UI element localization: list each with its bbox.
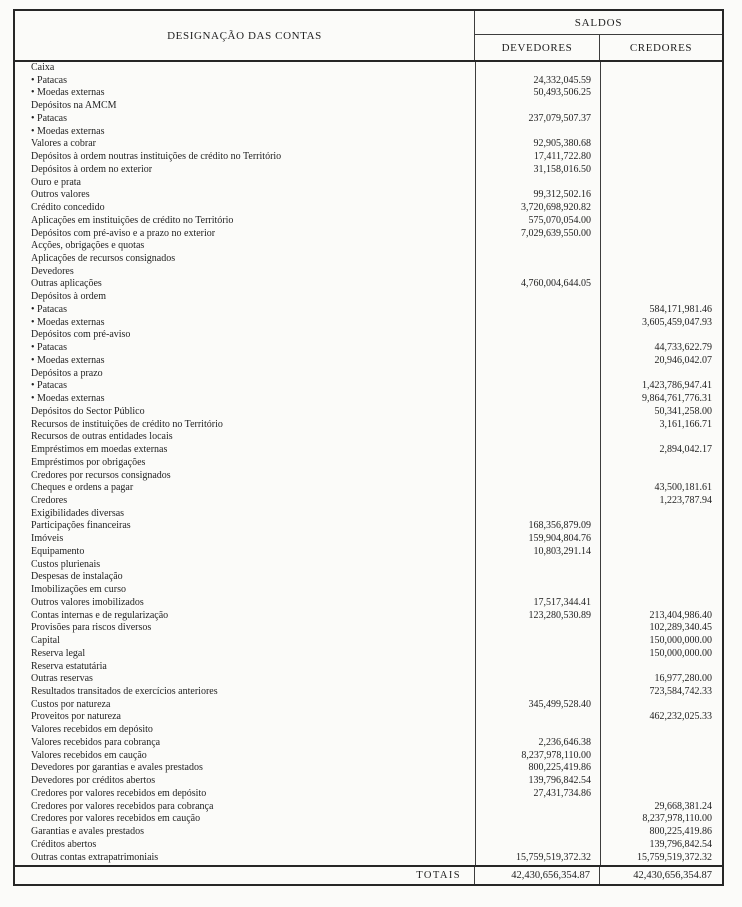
credores-value: 8,237,978,110.00 — [642, 813, 712, 825]
devedores-value: 7,029,639,550.00 — [521, 227, 591, 239]
table-row — [15, 508, 722, 521]
devedores-value — [475, 355, 600, 368]
credores-value — [600, 737, 722, 750]
credores-value — [600, 457, 722, 470]
account-label: Exigibilidades diversas — [31, 507, 125, 519]
devedores-value — [475, 813, 600, 826]
account-label: Recursos de outras entidades locais — [31, 431, 173, 443]
credores-value — [600, 126, 722, 139]
table-row — [15, 355, 722, 368]
credores-value — [600, 661, 722, 674]
table-row — [15, 597, 722, 610]
devedores-value — [475, 380, 600, 393]
credores-value — [600, 87, 722, 100]
account-label: Imobilizações em curso — [31, 584, 126, 596]
totals-devedores-value: 42,430,656,354.87 — [475, 867, 600, 884]
credores-value — [600, 177, 722, 190]
credores-value: 2,894,042.17 — [659, 444, 712, 456]
totals-credores-value: 42,430,656,354.87 — [633, 870, 712, 881]
accounts-balance-table — [13, 9, 724, 886]
devedores-value: 159,904,804.76 — [528, 533, 591, 545]
credores-value: 20,946,042.07 — [654, 354, 712, 366]
credores-value — [600, 329, 722, 342]
table-row — [15, 380, 722, 393]
account-label: Devedores por garantias e avales prestados — [31, 762, 203, 774]
devedores-value: 575,070,054.00 — [528, 214, 591, 226]
account-label: Reserva legal — [31, 647, 86, 659]
devedores-value: 24,332,045.59 — [533, 74, 591, 86]
table-row — [15, 826, 722, 839]
credores-value — [600, 699, 722, 712]
account-label: Depósitos do Sector Público — [31, 405, 145, 417]
table-row — [15, 393, 722, 406]
credores-value: 800,225,419.86 — [649, 826, 712, 838]
table-row — [15, 75, 722, 88]
account-label: Outros valores — [31, 189, 90, 201]
table-row — [15, 164, 722, 177]
credores-value — [600, 62, 722, 75]
devedores-value: 123,280,530.89 — [528, 609, 591, 621]
table-row — [15, 317, 722, 330]
table-row — [15, 215, 722, 228]
account-label: Caixa — [31, 62, 55, 73]
table-row — [15, 788, 722, 801]
saldos-header-group — [475, 11, 722, 60]
table-row — [15, 278, 722, 291]
table-row — [15, 470, 722, 483]
devedores-value: 168,356,879.09 — [528, 520, 591, 532]
credores-value: 150,000,000.00 — [649, 635, 712, 647]
account-label: Capital — [31, 635, 60, 647]
account-label: • Patacas — [31, 303, 67, 315]
table-row — [15, 329, 722, 342]
devedores-value — [475, 686, 600, 699]
table-row — [15, 419, 722, 432]
devedores-value: 345,499,528.40 — [528, 698, 591, 710]
account-label: Despesas de instalação — [31, 571, 123, 583]
account-label: Depósitos com pré-aviso e a prazo no exterior — [31, 227, 216, 239]
table-row — [15, 852, 722, 865]
account-label: Credores — [31, 494, 68, 506]
account-label: • Patacas — [31, 342, 67, 354]
devedores-value — [475, 342, 600, 355]
table-row — [15, 571, 722, 584]
devedores-value — [475, 62, 600, 75]
saldos-subheaders — [475, 35, 722, 60]
credores-value — [600, 215, 722, 228]
devedores-value — [475, 444, 600, 457]
credores-value: 3,605,459,047.93 — [642, 316, 712, 328]
table-row — [15, 762, 722, 775]
column-header-credores: CREDORES — [629, 41, 693, 54]
table-row — [15, 775, 722, 788]
table-row — [15, 431, 722, 444]
table-header — [15, 11, 722, 62]
table-row — [15, 546, 722, 559]
column-header-saldos: SALDOS — [475, 11, 722, 35]
credores-value — [600, 189, 722, 202]
devedores-value — [475, 126, 600, 139]
account-label: Resultados transitados de exercícios anteriores — [31, 685, 218, 697]
credores-value — [600, 750, 722, 763]
devedores-value: 27,431,734.86 — [533, 787, 591, 799]
devedores-value — [475, 406, 600, 419]
credores-value — [600, 368, 722, 381]
devedores-value — [475, 559, 600, 572]
credores-value — [600, 559, 722, 572]
credores-value: 462,232,025.33 — [649, 711, 712, 723]
account-label: Outras contas extrapatrimoniais — [31, 851, 159, 863]
devedores-value — [475, 801, 600, 814]
table-row — [15, 177, 722, 190]
table-row — [15, 610, 722, 623]
credores-value — [600, 202, 722, 215]
account-label: • Moedas externas — [31, 316, 105, 328]
table-row — [15, 100, 722, 113]
table-row — [15, 661, 722, 674]
devedores-value: 10,803,291.14 — [533, 545, 591, 557]
devedores-value — [475, 826, 600, 839]
devedores-value — [475, 317, 600, 330]
devedores-value: 3,720,698,920.82 — [521, 202, 591, 214]
account-label: Depósitos à ordem noutras instituições de crédito no Território — [31, 151, 282, 163]
credores-value: 43,500,181.61 — [654, 482, 712, 494]
account-label: Valores recebidos para cobrança — [31, 736, 161, 748]
table-row — [15, 520, 722, 533]
table-row — [15, 202, 722, 215]
table-row — [15, 801, 722, 814]
account-label: Depósitos com pré-aviso — [31, 329, 131, 341]
column-divider-1 — [475, 62, 476, 865]
account-label: • Moedas externas — [31, 393, 105, 405]
credores-value: 15,759,519,372.32 — [637, 851, 712, 863]
credores-value: 723,584,742.33 — [649, 685, 712, 697]
devedores-value — [475, 266, 600, 279]
credores-value: 584,171,981.46 — [649, 303, 712, 315]
devedores-value — [475, 711, 600, 724]
devedores-value — [475, 457, 600, 470]
account-label: Aplicações em instituições de crédito no Território — [31, 214, 234, 226]
account-label: Valores recebidos em caução — [31, 749, 147, 761]
credores-value — [600, 240, 722, 253]
table-row — [15, 151, 722, 164]
account-label: • Patacas — [31, 74, 67, 86]
table-body — [15, 62, 722, 865]
table-row — [15, 839, 722, 852]
credores-value — [600, 164, 722, 177]
table-row — [15, 368, 722, 381]
devedores-value — [475, 661, 600, 674]
devedores-value — [475, 571, 600, 584]
table-row — [15, 533, 722, 546]
credores-value — [600, 788, 722, 801]
devedores-value — [475, 419, 600, 432]
credores-value — [600, 138, 722, 151]
devedores-value: 4,760,004,644.05 — [521, 278, 591, 290]
account-label: Depósitos a prazo — [31, 367, 103, 379]
table-row — [15, 189, 722, 202]
devedores-value: 31,158,016.50 — [533, 163, 591, 175]
credores-value — [600, 266, 722, 279]
devedores-value: 17,411,722.80 — [533, 151, 591, 163]
account-label: Devedores por créditos abertos — [31, 775, 156, 787]
table-row — [15, 699, 722, 712]
account-label: Provisões para riscos diversos — [31, 622, 152, 634]
column-divider-2 — [600, 62, 601, 865]
devedores-value — [475, 253, 600, 266]
credores-value: 9,864,761,776.31 — [642, 393, 712, 405]
devedores-value — [475, 584, 600, 597]
devedores-value — [475, 470, 600, 483]
account-label: Custos por natureza — [31, 698, 111, 710]
credores-value — [600, 508, 722, 521]
column-header-designacao: DESIGNAÇÃO DAS CONTAS — [15, 11, 475, 60]
devedores-value — [475, 100, 600, 113]
account-label: Devedores — [31, 265, 74, 277]
table-row — [15, 648, 722, 661]
account-label: Contas internas e de regularização — [31, 609, 169, 621]
devedores-value — [475, 291, 600, 304]
table-row — [15, 304, 722, 317]
table-row — [15, 291, 722, 304]
credores-value — [600, 533, 722, 546]
account-label: • Moedas externas — [31, 87, 105, 99]
table-row — [15, 62, 722, 75]
table-row — [15, 406, 722, 419]
table-row — [15, 635, 722, 648]
account-label: Credores por valores recebidos para cobrança — [31, 800, 214, 812]
account-label: Depósitos na AMCM — [31, 100, 117, 112]
credores-value — [600, 762, 722, 775]
account-label: Empréstimos em moedas externas — [31, 444, 168, 456]
table-row — [15, 813, 722, 826]
credores-value: 50,341,258.00 — [654, 405, 712, 417]
devedores-value — [475, 724, 600, 737]
credores-value — [600, 520, 722, 533]
table-row — [15, 584, 722, 597]
account-label: Valores recebidos em depósito — [31, 724, 153, 736]
credores-value — [600, 113, 722, 126]
devedores-value: 15,759,519,372.32 — [516, 851, 591, 863]
credores-value — [600, 775, 722, 788]
account-label: Reserva estatutária — [31, 660, 107, 672]
account-label: Crédito concedido — [31, 202, 105, 214]
account-label: Recursos de instituições de crédito no Território — [31, 418, 223, 430]
credores-value — [600, 571, 722, 584]
credores-value — [600, 291, 722, 304]
account-label: • Moedas externas — [31, 125, 105, 137]
column-header-devedores: DEVEDORES — [475, 35, 600, 60]
devedores-value — [475, 839, 600, 852]
account-label: Outras reservas — [31, 673, 93, 685]
credores-value: 102,289,340.45 — [649, 622, 712, 634]
table-row — [15, 253, 722, 266]
table-row — [15, 482, 722, 495]
account-label: Cheques e ordens a pagar — [31, 482, 134, 494]
credores-value — [600, 724, 722, 737]
devedores-value: 237,079,507.37 — [528, 112, 591, 124]
credores-value — [600, 470, 722, 483]
account-label: Participações financeiras — [31, 520, 131, 532]
account-label: Outras aplicações — [31, 278, 102, 290]
account-label: • Patacas — [31, 112, 67, 124]
credores-value: 213,404,986.40 — [649, 609, 712, 621]
table-row — [15, 87, 722, 100]
account-label: Ouro e prata — [31, 176, 81, 188]
account-label: Credores por valores recebidos em depósito — [31, 787, 207, 799]
account-label: Imóveis — [31, 533, 64, 545]
devedores-value — [475, 508, 600, 521]
credores-value: 44,733,622.79 — [654, 342, 712, 354]
account-label: Depósitos à ordem no exterior — [31, 163, 153, 175]
credores-value — [600, 597, 722, 610]
table-row — [15, 724, 722, 737]
credores-value — [600, 278, 722, 291]
devedores-value: 50,493,506.25 — [533, 87, 591, 99]
devedores-value — [475, 329, 600, 342]
account-label: Outros valores imobilizados — [31, 596, 144, 608]
table-row — [15, 559, 722, 572]
devedores-value: 99,312,502.16 — [533, 189, 591, 201]
table-row — [15, 457, 722, 470]
account-label: Valores a cobrar — [31, 138, 96, 150]
credores-value — [600, 228, 722, 241]
table-row — [15, 686, 722, 699]
devedores-value: 800,225,419.86 — [528, 762, 591, 774]
devedores-value — [475, 648, 600, 661]
credores-value — [600, 253, 722, 266]
table-row — [15, 138, 722, 151]
devedores-value: 8,237,978,110.00 — [521, 749, 591, 761]
account-label: Garantias e avales prestados — [31, 826, 145, 838]
credores-value: 139,796,842.54 — [649, 838, 712, 850]
account-label: • Moedas externas — [31, 354, 105, 366]
account-label: Custos plurienais — [31, 558, 101, 570]
credores-value: 16,977,280.00 — [654, 673, 712, 685]
devedores-value — [475, 368, 600, 381]
devedores-value: 2,236,646.38 — [538, 736, 591, 748]
account-label: Acções, obrigações e quotas — [31, 240, 145, 252]
totals-row — [15, 865, 722, 884]
table-row — [15, 750, 722, 763]
devedores-value — [475, 635, 600, 648]
credores-value — [600, 431, 722, 444]
credores-value: 1,223,787.94 — [659, 494, 712, 506]
account-label: Proveitos por natureza — [31, 711, 121, 723]
table-row — [15, 240, 722, 253]
totals-label: TOTAIS — [15, 867, 475, 884]
devedores-value — [475, 431, 600, 444]
account-label: • Patacas — [31, 380, 67, 392]
credores-value — [600, 546, 722, 559]
table-row — [15, 711, 722, 724]
devedores-value — [475, 495, 600, 508]
devedores-value — [475, 673, 600, 686]
table-row — [15, 228, 722, 241]
table-row — [15, 495, 722, 508]
devedores-value: 92,905,380.68 — [533, 138, 591, 150]
credores-value: 1,423,786,947.41 — [642, 380, 712, 392]
devedores-value — [475, 622, 600, 635]
credores-value — [600, 100, 722, 113]
account-label: Créditos abertos — [31, 838, 97, 850]
table-row — [15, 113, 722, 126]
account-label: Depósitos à ordem — [31, 291, 106, 303]
table-row — [15, 342, 722, 355]
credores-value: 29,668,381.24 — [654, 800, 712, 812]
devedores-value — [475, 393, 600, 406]
account-label: Equipamento — [31, 545, 85, 557]
account-label: Empréstimos por obrigações — [31, 456, 146, 468]
table-row — [15, 673, 722, 686]
devedores-value — [475, 177, 600, 190]
devedores-value — [475, 240, 600, 253]
table-row — [15, 622, 722, 635]
devedores-value — [475, 482, 600, 495]
devedores-value: 139,796,842.54 — [528, 775, 591, 787]
account-label: Aplicações de recursos consignados — [31, 253, 176, 265]
credores-value: 3,161,166.71 — [659, 418, 712, 430]
table-row — [15, 126, 722, 139]
credores-value — [600, 75, 722, 88]
devedores-value — [475, 304, 600, 317]
devedores-value: 17,517,344.41 — [533, 596, 591, 608]
table-row — [15, 737, 722, 750]
credores-value: 150,000,000.00 — [649, 647, 712, 659]
table-row — [15, 444, 722, 457]
credores-value — [600, 151, 722, 164]
table-row — [15, 266, 722, 279]
credores-value — [600, 584, 722, 597]
account-label: Credores por recursos consignados — [31, 469, 171, 481]
account-label: Credores por valores recebidos em caução — [31, 813, 201, 825]
